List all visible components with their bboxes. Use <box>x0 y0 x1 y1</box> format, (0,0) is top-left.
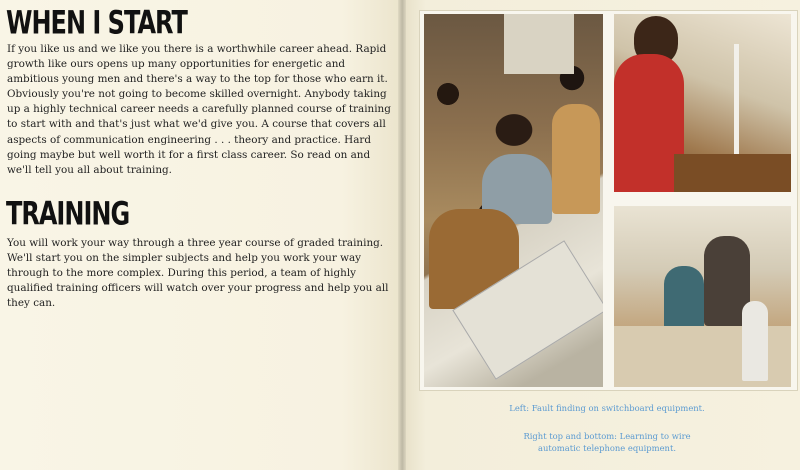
caption-left-photo: Left: Fault finding on switchboard equipment. <box>509 403 705 413</box>
photo-tools <box>674 154 791 192</box>
book-gutter <box>398 0 406 470</box>
photo-wall-detail <box>504 14 574 74</box>
photo-wiring-bottom <box>614 206 791 387</box>
caption-right-photos: Right top and bottom: Learning to wire automatic telephone equipment. <box>523 431 691 453</box>
training-paragraph: You will work your way through a three year course of graded training. We'll start you on the simpler subjects and help you work your way through to the more complex. During this period, a team of highly qualified training officers will watch over your progress and help you all they can. <box>7 237 389 310</box>
photo-figure <box>552 104 600 214</box>
photo-wiring-top <box>614 14 791 192</box>
heading-when-i-start: WHEN I START <box>6 4 187 42</box>
heading-training: TRAINING <box>6 195 130 233</box>
photo-wiring-frame <box>734 44 789 159</box>
intro-paragraph: If you like us and we like you there is a worthwhile career ahead. Rapid growth like ours opens up many opportunities for energetic and ambitious young men and there's a way to the top for those who earn it. Obviously you're not going to become skilled overnight. Anybody taking up a highly technical career needs a carefully planned course of training to start with and that's just what we'd give you. A course that covers all aspects of communication engineering . . . theory and practice. Hard going maybe but well worth it for a first class career. So read on and we'll tell you all about training. <box>7 43 391 176</box>
photo-lamp <box>742 301 768 381</box>
photo-fault-finding-switchboard <box>424 14 603 387</box>
